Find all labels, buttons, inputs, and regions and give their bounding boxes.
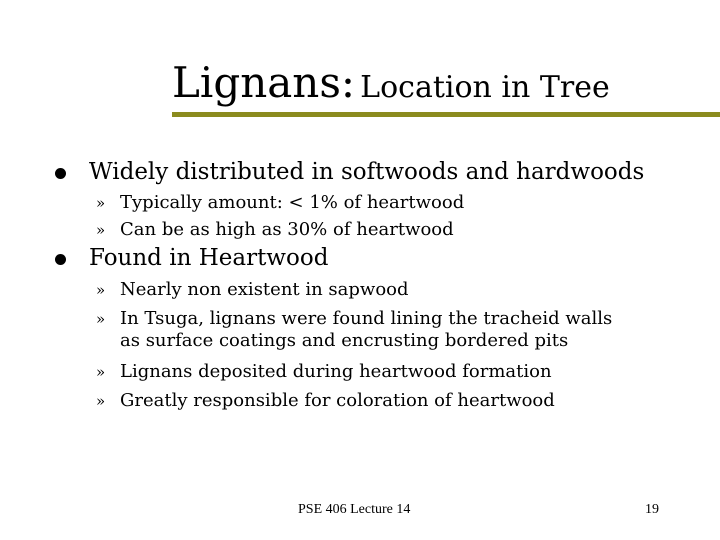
sub-bullet bbox=[96, 192, 656, 214]
sub-bullet-marker: » bbox=[96, 221, 106, 239]
sub-bullet-text: In Tsuga, lignans were found lining the tracheid walls bbox=[120, 308, 613, 329]
page-number: 19 bbox=[645, 502, 659, 517]
sub-bullet-text: Typically amount: < 1% of heartwood bbox=[120, 192, 465, 213]
bullet-icon bbox=[55, 168, 66, 179]
sub-bullet-text: Nearly non existent in sapwood bbox=[120, 279, 409, 300]
sub-bullet bbox=[96, 279, 656, 301]
footer-course: PSE 406 Lecture 14 bbox=[298, 502, 411, 517]
title-sub: Location in Tree bbox=[360, 70, 610, 105]
title-divider bbox=[172, 112, 720, 117]
sub-bullet-text: Lignans deposited during heartwood formation bbox=[120, 361, 552, 382]
bullet-text: Widely distributed in softwoods and hardwoods bbox=[89, 159, 645, 185]
sub-bullet-continuation: as surface coatings and encrusting bordered pits bbox=[120, 329, 569, 351]
sub-bullet-marker: » bbox=[96, 310, 106, 328]
sub-bullet-text: Can be as high as 30% of heartwood bbox=[120, 219, 454, 240]
sub-bullet bbox=[96, 361, 656, 383]
bullet-icon bbox=[55, 254, 66, 265]
title-main: Lignans: bbox=[172, 58, 356, 107]
sub-bullet bbox=[96, 308, 656, 351]
sub-bullet-marker: » bbox=[96, 194, 106, 212]
slide-title bbox=[172, 58, 610, 107]
sub-bullet bbox=[96, 219, 656, 241]
sub-bullet-marker: » bbox=[96, 281, 106, 299]
sub-bullet-marker: » bbox=[96, 392, 106, 410]
sub-bullet-text: Greatly responsible for coloration of heartwood bbox=[120, 390, 555, 411]
sub-bullet bbox=[96, 390, 656, 412]
sub-bullet-marker: » bbox=[96, 363, 106, 381]
bullet-text: Found in Heartwood bbox=[89, 245, 329, 271]
